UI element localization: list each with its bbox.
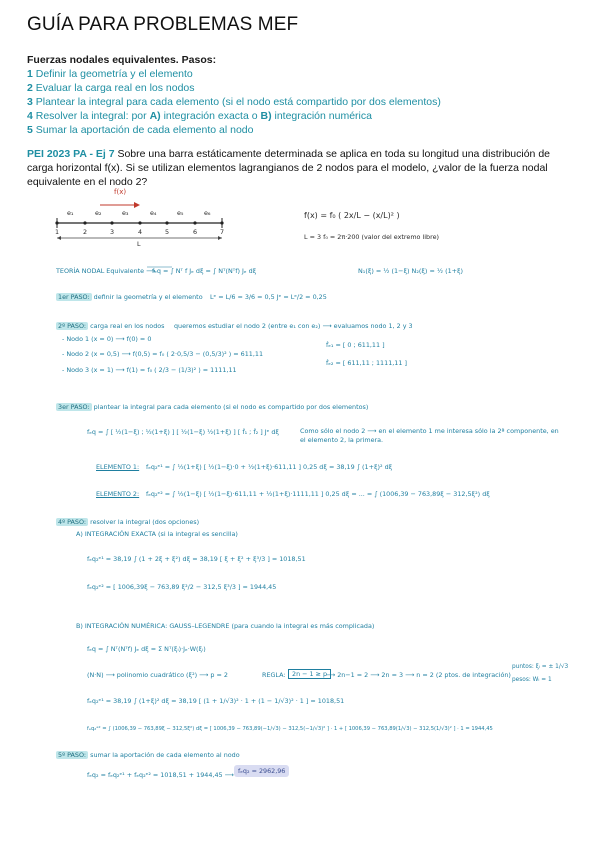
node-label: 7: [220, 228, 225, 236]
nodal-vector-e2: f̂ₑ₂ = [ 611,11 ; 1111,11 ]: [326, 359, 407, 367]
length-label: L: [137, 240, 141, 248]
node-label: 4: [138, 228, 143, 236]
problem-parameters: L = 3 f₀ = 2π·200 (valor del extremo libre): [304, 233, 440, 241]
step2-note: 2º PASO: carga real en los nodos: [58, 322, 165, 330]
step-4: 4 Resolver la integral: por A) integración exacta o B) integración numérica: [27, 110, 372, 122]
step1-tag: 1er PASO:: [58, 293, 90, 301]
step-5: 5 Sumar la aportación de cada elemento al nodo: [27, 124, 254, 136]
load-label: f(x): [114, 188, 127, 196]
numeric-heading: B) INTEGRACIÓN NUMÉRICA: GAUSS–LEGENDRE (para cuando la integral es más complicada): [76, 622, 375, 630]
element1-formula: fₑq₂ᵉ¹ = ∫ ½(1+ξ) [ ½(1−ξ)·0 + ½(1+ξ)·611,11 ] 0,25 dξ = 38,19 ∫ (1+ξ)² dξ: [146, 463, 393, 471]
step5-tag: 5º PASO:: [58, 751, 87, 759]
step-1: 1 Definir la geometría y el elemento: [27, 68, 193, 80]
gauss-degree: (N·N) ⟶ polinomio cuadrático (ξ²) ⟶ p = 2: [87, 671, 228, 679]
final-sum: fₑq₂ = fₑq₂ᵉ¹ + fₑq₂ᵉ² = 1018,51 + 1944,45 ⟶: [87, 771, 234, 779]
step4-tag: 4º PASO:: [58, 518, 87, 526]
element1-label: ELEMENTO 1:: [96, 463, 140, 471]
gauss-formula: fₑq = ∫ Nᵀ(Nᵀf) Jₑ dξ = Σ Nᵀ(ξᵢ)·Jₑ·W(ξᵢ): [87, 645, 206, 653]
element-label: e₆: [204, 209, 211, 217]
step2-line: - Nodo 3 (x = 1) ⟶ f(1) = f₀ ( 2/3 − (1/3)² ) = 1111,11: [62, 366, 237, 374]
element-label: e₄: [150, 209, 157, 217]
step2-comment: queremos estudiar el nodo 2 (entre e₁ con e₂) ⟶ evaluamos nodo 1, 2 y 3: [174, 322, 413, 330]
numeric-result-e1: fₑq₂ᵉ¹ = 38,19 ∫ (1+ξ)² dξ = 38,19 [ (1 + 1/√3)² · 1 + (1 − 1/√3)² · 1 ] = 1018,51: [87, 697, 345, 705]
theory-label: TEORÍA NODAL Equivalente ⟶: [56, 267, 156, 275]
gauss-points: puntos: ξᵢ = ± 1/√3: [512, 664, 569, 670]
gauss-rule-label: REGLA:: [262, 671, 286, 679]
final-result: fₑq₂ = 2962,96: [234, 767, 289, 775]
element-label: e₅: [177, 209, 184, 217]
step3-comment: Como sólo el nodo 2 ⟶ en el elemento 1 me interesa sólo la 2ª componente, en el elemento 2, la primera.: [300, 427, 559, 444]
step4-note: 4º PASO: resolver la integral (dos opciones): [58, 518, 200, 526]
node-label: 1: [55, 228, 60, 236]
exact-result-e1: fₑq₂ᵉ¹ = 38,19 ∫ (1 + 2ξ + ξ²) dξ = 38,19 [ ξ + ξ² + ξ³/3 ] = 1018,51: [87, 555, 306, 563]
problem-statement: PEI 2023 PA - Ej 7 Sobre una barra estáticamente determinada se aplica en toda su longitud una distribución de carga horizontal f(x). Si se utilizan elementos lagrangianos de 2 nodos para el modelo, ¿valor de la fuerza nodal equivalente en el nodo 2?: [27, 148, 550, 188]
shape-functions: N₁(ξ) = ½ (1−ξ) N₂(ξ) = ½ (1+ξ): [358, 267, 464, 275]
step1-note: 1er PASO: definir la geometría y el elemento: [58, 293, 203, 301]
problem-tag: PEI 2023 PA - Ej 7: [27, 148, 115, 160]
step2-line: - Nodo 2 (x = 0,5) ⟶ f(0,5) = f₀ ( 2·0,5/3 − (0,5/3)² ) = 611,11: [62, 350, 264, 358]
element-label: e₂: [95, 209, 102, 217]
gauss-weights: pesos: Wᵢ = 1: [512, 677, 552, 683]
step3-note: 3er PASO: plantear la integral para cada elemento (si el nodo es compartido por dos elementos): [58, 403, 369, 411]
step3-general-formula: fₑq = ∫ [ ½(1−ξ) ; ½(1+ξ) ] [ ½(1−ξ) ½(1+ξ) ] [ f̂₁ ; f̂₂ ] Jᵉ dξ: [87, 428, 279, 436]
exact-heading: A) INTEGRACIÓN EXACTA (si la integral es sencilla): [76, 530, 238, 538]
step5-note: 5º PASO: sumar la aportación de cada elemento al nodo: [58, 751, 240, 759]
node-label: 6: [193, 228, 198, 236]
node-label: 2: [83, 228, 88, 236]
numeric-result-e2: fₑq₂ᵉ² = ∫ (1006,39 − 763,89ξ − 312,5ξ²) dξ = [ 1006,39 − 763,89(−1/√3) − 312,5(−1/√3)² ] · 1 + [ 1006,39 − 763,89(1/√3) − 312,5(1/√3)² ] · 1 = 1944,45: [87, 726, 493, 732]
element2-label: ELEMENTO 2:: [96, 490, 140, 498]
load-function: f(x) = f₀ ( 2x/L − (x/L)² ): [304, 211, 400, 220]
element-label: e₃: [122, 209, 129, 217]
gauss-rule-box: 2n − 1 ≥ p: [288, 669, 331, 679]
steps-heading: Fuerzas nodales equivalentes. Pasos:: [27, 54, 217, 66]
step3-tag: 3er PASO:: [58, 403, 90, 411]
step-3: 3 Plantear la integral para cada elemento (si el nodo está compartido por dos elementos): [27, 96, 441, 108]
element2-formula: fₑq₂ᵉ² = ∫ ½(1−ξ) [ ½(1−ξ)·611,11 + ½(1+ξ)·1111,11 ] 0,25 dξ = ... = ∫ (1006,39 − 763,89ξ − 312,5ξ²) dξ: [146, 490, 490, 498]
gauss-points-count: ⟶ 2n−1 = 2 ⟶ 2n = 3 ⟶ n = 2 (2 ptos. de integración): [326, 671, 511, 679]
step1-formula: Lᵉ = L/6 = 3/6 = 0,5 Jᵉ = Lᵉ/2 = 0,25: [210, 293, 327, 301]
exact-result-e2: fₑq₂ᵉ² = [ 1006,39ξ − 763,89 ξ²/2 − 312,5 ξ³/3 ] = 1944,45: [87, 583, 277, 591]
node-label: 3: [110, 228, 115, 236]
element-label: e₁: [67, 209, 74, 217]
step2-tag: 2º PASO:: [58, 322, 87, 330]
node-label: 5: [165, 228, 170, 236]
nodal-vector-e1: f̂ₑ₁ = [ 0 ; 611,11 ]: [326, 341, 385, 349]
theory-formula: fₑq = ∫ Nᵀ f Jₑ dξ = ∫ Nᵀ(Nᵀf) Jₑ dξ: [152, 267, 257, 275]
page-title: GUÍA PARA PROBLEMAS MEF: [27, 14, 299, 35]
step-2: 2 Evaluar la carga real en los nodos: [27, 82, 195, 94]
step2-line: - Nodo 1 (x = 0) ⟶ f(0) = 0: [62, 335, 152, 343]
